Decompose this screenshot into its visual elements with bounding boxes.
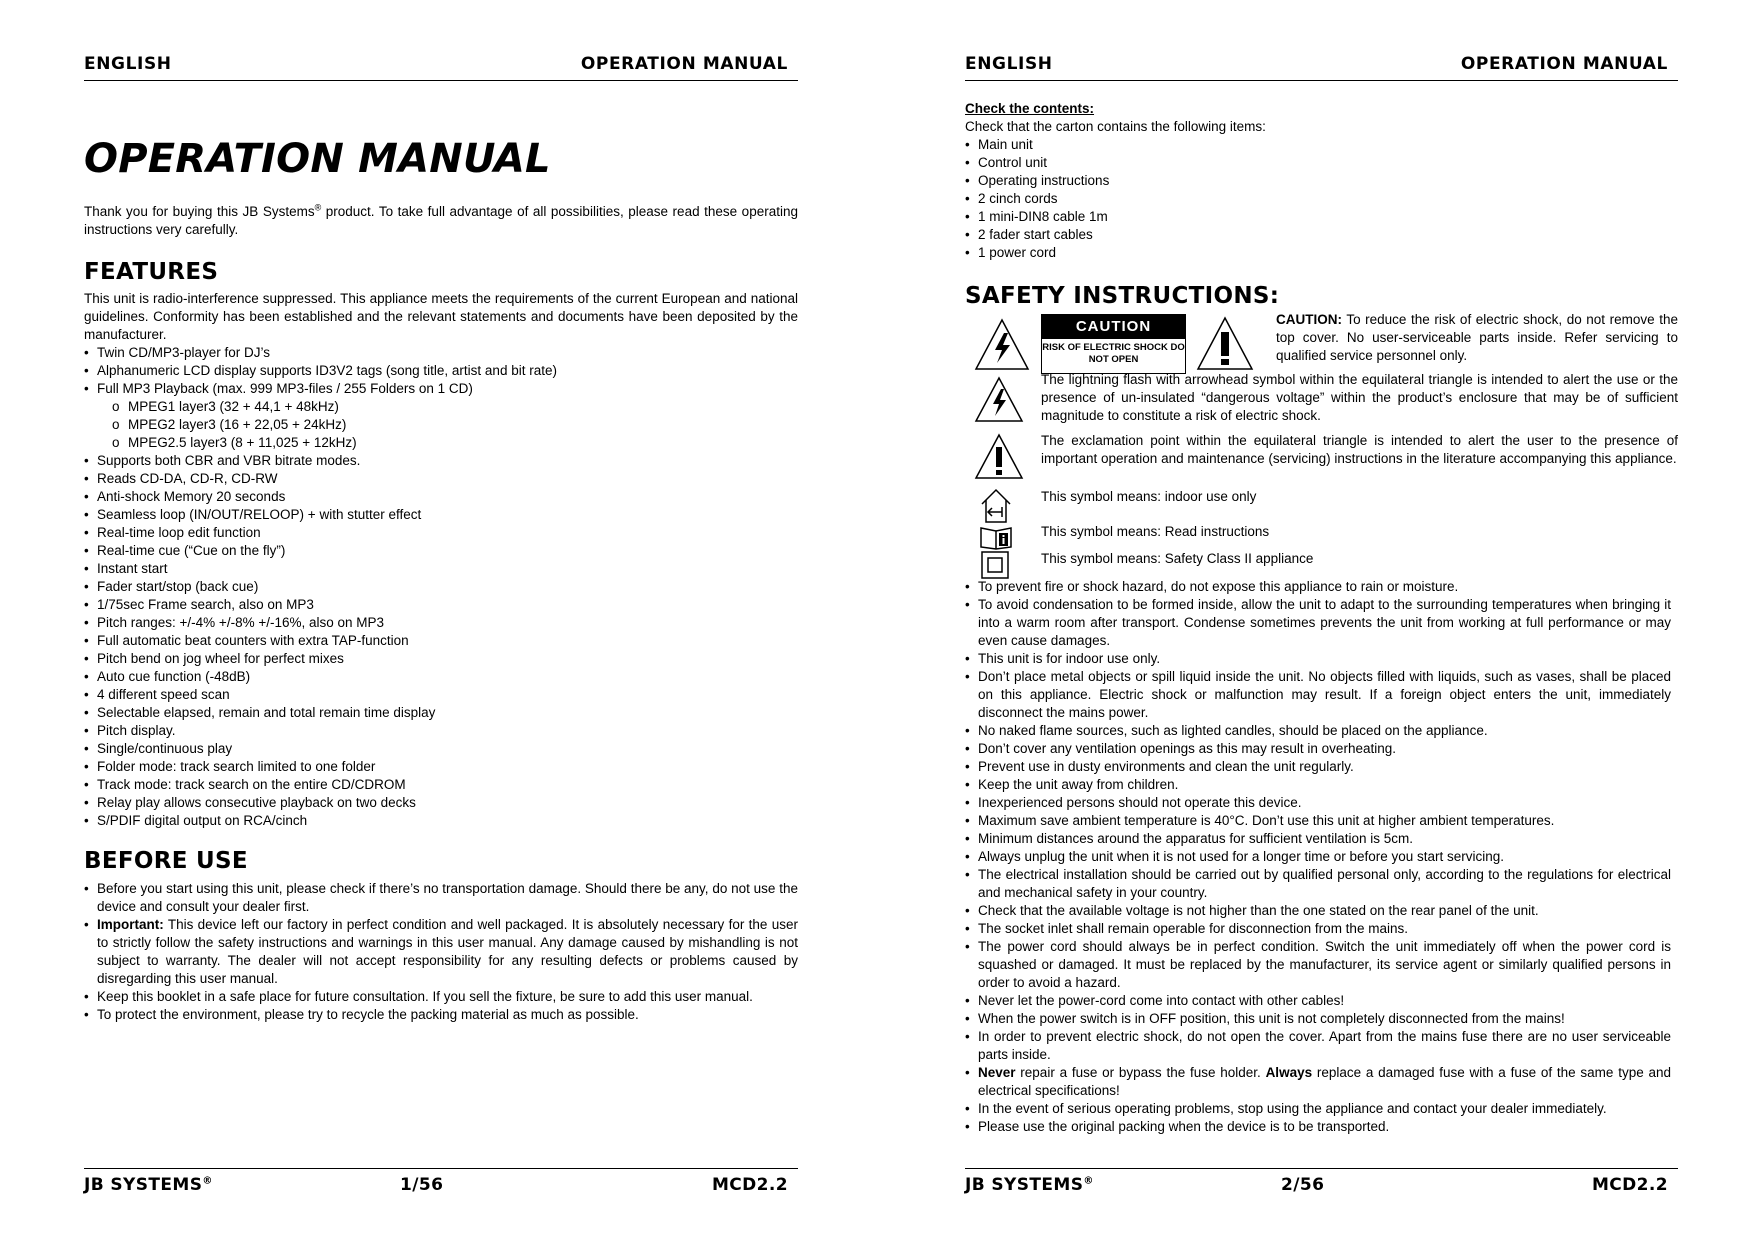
list-item: • Keep this booklet in a safe place for future consultation. If you sell the fixture, be sure to add this user manual. (84, 988, 798, 1006)
list-item: • Don’t cover any ventilation openings as this may result in overheating. (965, 740, 1671, 758)
check-contents-intro: Check that the carton contains the following items: (965, 119, 1266, 134)
list-item: • This unit is for indoor use only. (965, 650, 1671, 668)
document-title: OPERATION MANUAL (84, 136, 551, 182)
read-symbol-text: This symbol means: Read instructions (1041, 524, 1270, 539)
page-footer (84, 1168, 798, 1195)
class-ii-icon (981, 551, 1009, 579)
footer-brand: JB SYSTEMS® (965, 1175, 1094, 1195)
list-item: • Keep the unit away from children. (965, 776, 1671, 794)
list-item: • To prevent fire or shock hazard, do not expose this appliance to rain or moisture. (965, 578, 1671, 596)
class-ii-symbol-text: This symbol means: Safety Class II appliance (1041, 551, 1314, 566)
list-item: • Before you start using this unit, please check if there’s no transportation damage. Should there be any, do not use the device and consult your dealer first. (84, 880, 798, 916)
sub-list-item: o MPEG2.5 layer3 (8 + 11,025 + 12kHz) (112, 434, 798, 452)
list-item: • Seamless loop (IN/OUT/RELOOP) + with stutter effect (84, 506, 798, 524)
list-item: • Fader start/stop (back cue) (84, 578, 798, 596)
footer-model: MCD2.2 (711, 1175, 788, 1195)
list-item: • Main unit (965, 136, 1678, 154)
list-item: • S/PDIF digital output on RCA/cinch (84, 812, 798, 830)
list-item: • Folder mode: track search limited to one folder (84, 758, 798, 776)
header-title: OPERATION MANUAL (1460, 54, 1668, 74)
list-item: • No naked flame sources, such as lighted candles, should be placed on the appliance. (965, 722, 1671, 740)
list-item: • Important: This device left our factory in perfect condition and well packaged. It is absolutely necessary for the user to strictly follow the safety instructions and warnings in this user manual. Any damage caused by mishandling is not subject to warranty. The dealer will not accept responsibility for any resulting defects or problems caused by disregarding this user manual. (84, 916, 798, 988)
exclamation-symbol-text: The exclamation point within the equilateral triangle is intended to alert the user to the presence of important operation and maintenance (servicing) instructions in the literature accompanying this appliance. (1041, 433, 1678, 466)
list-item: • The power cord should always be in perfect condition. Switch the unit immediately off when the power cord is squashed or damaged. It must be replaced by the manufacturer, its service agent or similarly qualified persons in order to avoid a hazard. (965, 938, 1671, 992)
safety-heading: SAFETY INSTRUCTIONS: (965, 283, 1280, 309)
page-header (84, 54, 798, 81)
list-item: • Selectable elapsed, remain and total remain time display (84, 704, 798, 722)
list-item: • The electrical installation should be carried out by qualified personal only, according to the regulations for electrical and mechanical safety in your country. (965, 866, 1671, 902)
list-item: • Operating instructions (965, 172, 1678, 190)
list-item: • Check that the available voltage is not higher than the one stated on the rear panel of the unit. (965, 902, 1671, 920)
list-item: • Full automatic beat counters with extra TAP-function (84, 632, 798, 650)
list-item: • Twin CD/MP3-player for DJ’s (84, 344, 798, 362)
list-item: • When the power switch is in OFF position, this unit is not completely disconnected from the mains! (965, 1010, 1671, 1028)
page-left (84, 0, 798, 1240)
list-item: • Control unit (965, 154, 1678, 172)
list-item: • Always unplug the unit when it is not used for a longer time or before you start servicing. (965, 848, 1671, 866)
lightning-warning-icon (973, 375, 1025, 425)
page-footer (965, 1168, 1678, 1195)
list-item: • 2 fader start cables (965, 226, 1678, 244)
header-title: OPERATION MANUAL (580, 54, 788, 74)
list-item: • In the event of serious operating problems, stop using the appliance and contact your dealer immediately. (965, 1100, 1671, 1118)
list-item: • Anti-shock Memory 20 seconds (84, 488, 798, 506)
list-item: • Prevent use in dusty environments and clean the unit regularly. (965, 758, 1671, 776)
list-item: • To protect the environment, please try to recycle the packing material as much as possible. (84, 1006, 798, 1024)
page-header (965, 54, 1678, 81)
header-language: ENGLISH (965, 54, 1053, 74)
list-item: • The socket inlet shall remain operable for disconnection from the mains. (965, 920, 1671, 938)
features-heading: FEATURES (84, 259, 219, 285)
check-contents-heading: Check the contents: (965, 101, 1095, 116)
list-item: • Track mode: track search on the entire CD/CDROM (84, 776, 798, 794)
list-item: • 4 different speed scan (84, 686, 798, 704)
list-item: • 2 cinch cords (965, 190, 1678, 208)
list-item: • Inexperienced persons should not operate this device. (965, 794, 1671, 812)
exclamation-warning-icon (973, 432, 1025, 482)
indoor-use-icon (980, 488, 1012, 524)
list-item: • In order to prevent electric shock, do not open the cover. Apart from the mains fuse there are no user serviceable parts inside. (965, 1028, 1671, 1064)
list-item: • Never let the power-cord come into contact with other cables! (965, 992, 1671, 1010)
list-item: • Auto cue function (-48dB) (84, 668, 798, 686)
list-item: • Full MP3 Playback (max. 999 MP3-files / 255 Folders on 1 CD) (84, 380, 798, 398)
list-item: • Never repair a fuse or bypass the fuse holder. Always replace a damaged fuse with a fuse of the same type and electrical specifications! (965, 1064, 1671, 1100)
sub-list-item: o MPEG2 layer3 (16 + 22,05 + 24kHz) (112, 416, 798, 434)
footer-brand: JB SYSTEMS® (84, 1175, 213, 1195)
list-item: • Pitch ranges: +/-4% +/-8% +/-16%, also on MP3 (84, 614, 798, 632)
lightning-symbol-text: The lightning flash with arrowhead symbol within the equilateral triangle is intended to alert the use or the presence of un-insulated “dangerous voltage” within the product’s enclosure that may be of sufficient magnitude to constitute a risk of electric shock. (1041, 372, 1678, 423)
list-item: • Single/continuous play (84, 740, 798, 758)
list-item: • Maximum save ambient temperature is 40°C. Don’t use this unit at higher ambient temperatures. (965, 812, 1671, 830)
header-language: ENGLISH (84, 54, 172, 74)
read-instructions-icon (979, 524, 1013, 550)
list-item: • Minimum distances around the apparatus for sufficient ventilation is 5cm. (965, 830, 1671, 848)
before-use-heading: BEFORE USE (84, 848, 248, 874)
page-right (965, 0, 1678, 1240)
list-item: • Please use the original packing when the device is to be transported. (965, 1118, 1671, 1136)
list-item: • 1 power cord (965, 244, 1678, 262)
before-use-list (84, 880, 798, 1024)
intro-paragraph: Thank you for buying this JB Systems® product. To take full advantage of all possibilities, please read these operating instructions very carefully. (84, 202, 798, 237)
features-paragraph: This unit is radio-interference suppressed. This appliance meets the requirements of the current European and national guidelines. Conformity has been established and the relevant statements and documents have been deposited by the manufacturer. (84, 291, 798, 342)
lightning-warning-icon (973, 317, 1031, 373)
list-item: • Real-time loop edit function (84, 524, 798, 542)
footer-page-number: 1/56 (400, 1175, 444, 1195)
caution-text: CAUTION: To reduce the risk of electric shock, do not remove the top cover. No user-serviceable parts inside. Refer servicing to qualified service personnel only. (1276, 312, 1678, 363)
list-item: • Alphanumeric LCD display supports ID3V2 tags (song title, artist and bit rate) (84, 362, 798, 380)
list-item: • Supports both CBR and VBR bitrate modes. (84, 452, 798, 470)
list-item: • 1 mini-DIN8 cable 1m (965, 208, 1678, 226)
list-item: • Don’t place metal objects or spill liquid inside the unit. No objects filled with liquids, such as vases, shall be placed on this appliance. Electric shock or malfunction may result. If a foreign object enters the unit, immediately disconnect the mains power. (965, 668, 1671, 722)
sub-list-item: o MPEG1 layer3 (32 + 44,1 + 48kHz) (112, 398, 798, 416)
list-item: • Instant start (84, 560, 798, 578)
list-item: • Pitch display. (84, 722, 798, 740)
list-item: • Real-time cue (“Cue on the fly”) (84, 542, 798, 560)
exclamation-warning-icon (1195, 315, 1255, 373)
list-item: • Relay play allows consecutive playback on two decks (84, 794, 798, 812)
footer-model: MCD2.2 (1591, 1175, 1668, 1195)
safety-instructions-list (965, 578, 1671, 1136)
footer-page-number: 2/56 (1281, 1175, 1325, 1195)
list-item: • 1/75sec Frame search, also on MP3 (84, 596, 798, 614)
indoor-symbol-text: This symbol means: indoor use only (1041, 489, 1257, 504)
list-item: • Reads CD-DA, CD-R, CD-RW (84, 470, 798, 488)
features-list (84, 344, 798, 830)
check-contents-section (965, 100, 1678, 262)
list-item: • To avoid condensation to be formed inside, allow the unit to adapt to the surrounding temperatures when bringing it into a warm room after transport. Condense sometimes prevents the unit from working at full performance or may even cause damages. (965, 596, 1671, 650)
caution-label-icon: CAUTION RISK OF ELECTRIC SHOCK DO NOT OPEN (1041, 314, 1186, 374)
list-item: • Pitch bend on jog wheel for perfect mixes (84, 650, 798, 668)
